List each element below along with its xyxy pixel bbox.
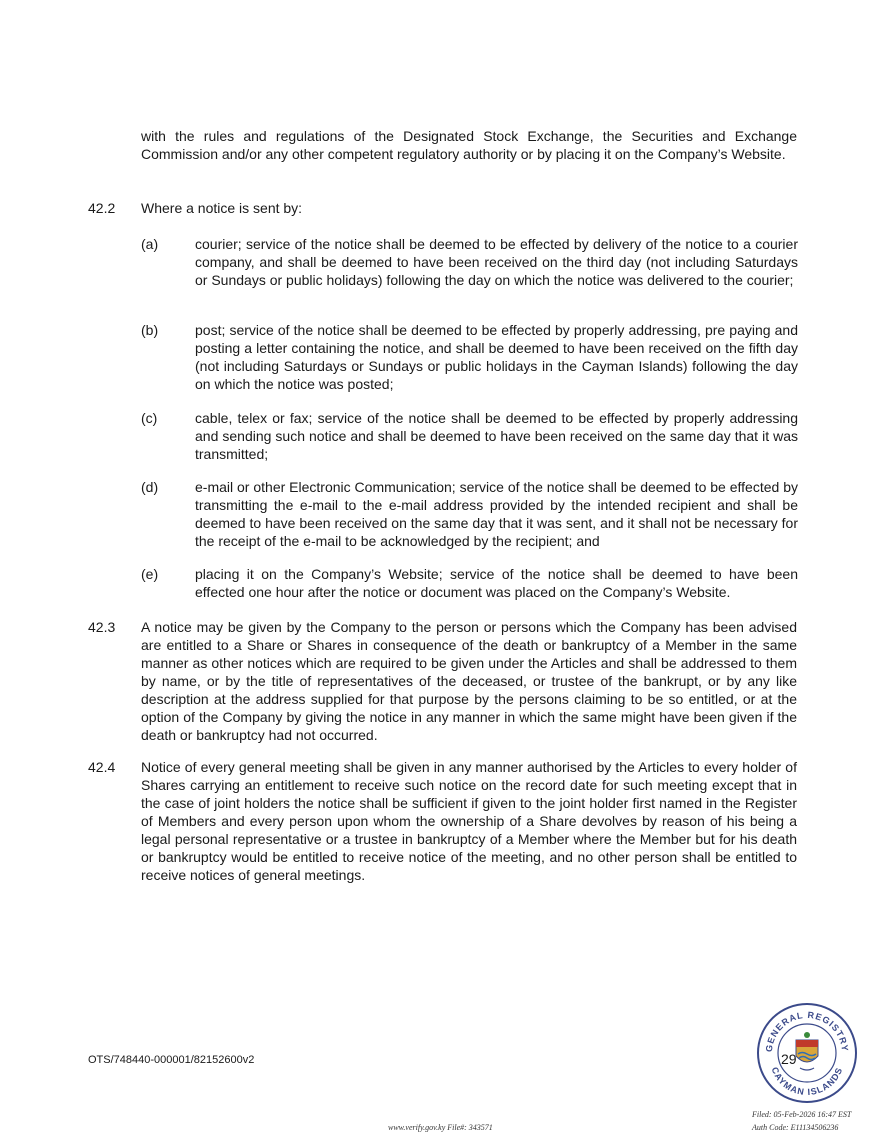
seal-top-text: GENERAL REGISTRY [763, 1009, 851, 1053]
item-d-label: (d) [141, 479, 159, 495]
item-e-label: (e) [141, 566, 159, 582]
clause-42-4-text: Notice of every general meeting shall be given in any manner authorised by the Articles to every holder of Shares carrying an entitlement to receive such notice on the record date for such meeting except that in the case of joint holders the notice shall be sufficient if given to the joint holder first named in the Register of Members and every person upon whom the ownership of a Share devolves by reason of his being a legal personal representative or a trustee in bankruptcy of a Member where the Member but for his death or bankruptcy would be entitled to receive notice of the meeting, and no other person shall be entitled to receive notices of general meetings. [141, 759, 797, 883]
item-d-text: e-mail or other Electronic Communication; service of the notice shall be deemed to be effected by transmitting the e-mail to the e-mail address provided by the intended recipient and shall be deemed to have been received on the same day that it was sent, and it shall not be necessary for the receipt of the e-mail to be acknowledged by the recipient; and [195, 479, 798, 549]
item-a-label: (a) [141, 236, 159, 252]
item-b-label: (b) [141, 322, 159, 338]
item-c-label: (c) [141, 410, 158, 426]
filed-date: Filed: 05-Feb-2026 16:47 EST [752, 1110, 852, 1119]
clause-42-3-number: 42.3 [88, 619, 116, 635]
clause-42-2-number: 42.2 [88, 200, 116, 216]
item-a-text: courier; service of the notice shall be deemed to be effected by delivery of the notice to a courier company, and shall be deemed to have been received on the third day (not including Saturdays or Sundays or public holidays) following the day on which the notice was delivered to the courier; [195, 236, 798, 288]
auth-code: Auth Code: E11134506236 [752, 1123, 839, 1132]
document-reference: OTS/748440-000001/82152600v2 [88, 1054, 255, 1066]
clause-42-3-text: A notice may be given by the Company to the person or persons which the Company has been advised are entitled to a Share or Shares in consequence of the death or bankruptcy of a Member in the same manner as other notices which are required to be given under the Articles and shall be addressed to them by name, or by the title of representatives of the deceased, or trustee of the bankrupt, or by any like description at the address supplied for that purpose by the persons claiming to be so entitled, or at the option of the Company by giving the notice in any manner in which the same might have been given if the death or bankruptcy had not occurred. [141, 619, 797, 743]
clause-42-4-number: 42.4 [88, 759, 116, 775]
filing-stamp [752, 1108, 851, 1134]
verify-url: www.verify.gov.ky File#: 343571 [388, 1123, 493, 1132]
page-number: 29 [781, 1051, 797, 1067]
general-registry-seal [756, 1002, 858, 1104]
item-c-text: cable, telex or fax; service of the notice shall be deemed to be effected by properly addressing and sending such notice and shall be deemed to have been received on the same day that it was transmitted; [195, 410, 798, 462]
clause-42-2-text: Where a notice is sent by: [141, 200, 303, 216]
coat-of-arms-icon [796, 1032, 818, 1070]
item-e-text: placing it on the Company’s Website; service of the notice shall be deemed to have been effected one hour after the notice or document was placed on the Company’s Website. [195, 566, 798, 600]
item-b-text: post; service of the notice shall be deemed to be effected by properly addressing, pre paying and posting a letter containing the notice, and shall be deemed to have been received on the fifth day (not including Saturdays or Sundays or public holidays in the Cayman Islands) following the day on which the notice was posted; [195, 322, 798, 392]
seal-bottom-text: CAYMAN ISLANDS [769, 1065, 845, 1098]
intro-paragraph: with the rules and regulations of the Designated Stock Exchange, the Securities and Exchange Commission and/or any other competent regulatory authority or by placing it on the Company’s Website. [141, 128, 797, 162]
